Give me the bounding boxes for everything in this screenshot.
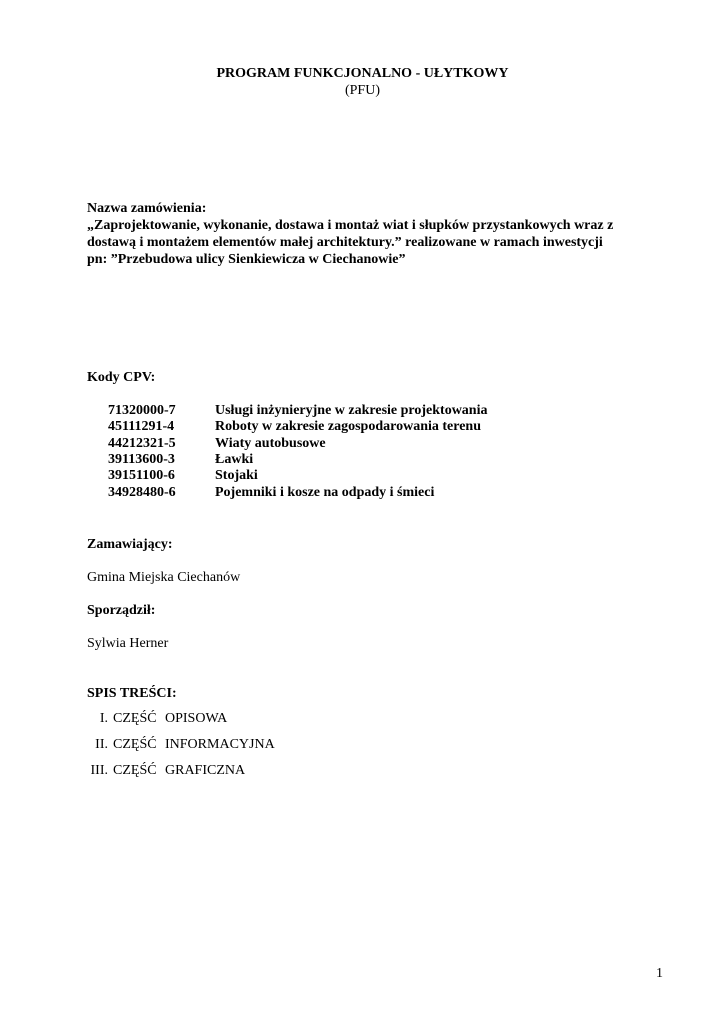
cpv-description: Wiaty autobusowe (215, 436, 326, 451)
cpv-row (108, 419, 481, 436)
cpv-code: 45111291-4 (108, 419, 175, 434)
client-value: Gmina Miejska Ciechanów (87, 570, 241, 585)
author-value: Sylwia Herner (87, 636, 169, 651)
cpv-description: Roboty w zakresie zagospodarowania terenu (215, 419, 481, 434)
order-name-line: „Zaprojektowanie, wykonanie, dostawa i montaż wiat i słupków przystankowych wraz z (87, 218, 614, 233)
cpv-code: 39113600-3 (108, 452, 175, 467)
page-number: 1 (656, 966, 663, 981)
cpv-row (108, 436, 326, 453)
cpv-code: 34928480-6 (108, 485, 176, 500)
document-title: PROGRAM FUNKCJONALNO - UŁYTKOWY (216, 66, 509, 81)
cpv-description: Usługi inżynieryjne w zakresie projektowania (215, 403, 488, 418)
toc-item-number: I. (99, 711, 108, 726)
toc-item (70, 711, 227, 728)
toc-item-name: GRAFICZNA (165, 763, 246, 778)
toc-item-name: OPISOWA (165, 711, 228, 726)
cpv-description: Pojemniki i kosze na odpady i śmieci (215, 485, 435, 500)
toc-item-part: CZĘŚĆ (113, 763, 157, 778)
author-label: Sporządził: (87, 603, 156, 618)
toc-item-name: INFORMACYJNA (165, 737, 275, 752)
toc-item-number: II. (95, 737, 108, 752)
cpv-row (108, 468, 258, 485)
order-name-line: dostawą i montażem elementów małej architektury.” realizowane w ramach inwestycji (87, 235, 603, 250)
cpv-codes-label: Kody CPV: (87, 370, 156, 385)
cpv-code: 44212321-5 (108, 436, 176, 451)
toc-item-part: CZĘŚĆ (113, 711, 157, 726)
toc-item (70, 763, 245, 780)
cpv-row (108, 403, 487, 420)
client-label: Zamawiający: (87, 537, 173, 552)
document-subtitle: (PFU) (344, 83, 380, 98)
cpv-code: 39151100-6 (108, 468, 175, 483)
cpv-code: 71320000-7 (108, 403, 176, 418)
order-name-line: pn: ”Przebudowa ulicy Sienkiewicza w Ciechanowie” (87, 252, 406, 267)
cpv-row (108, 485, 434, 502)
order-name-label: Nazwa zamówienia: (87, 201, 207, 216)
cpv-description: Ławki (215, 452, 254, 467)
toc-item-number: III. (90, 763, 108, 778)
cpv-description: Stojaki (215, 468, 258, 483)
toc-item-part: CZĘŚĆ (113, 737, 157, 752)
toc-item (70, 737, 275, 754)
cpv-row (108, 452, 253, 469)
toc-label: SPIS TREŚCI: (87, 686, 177, 701)
